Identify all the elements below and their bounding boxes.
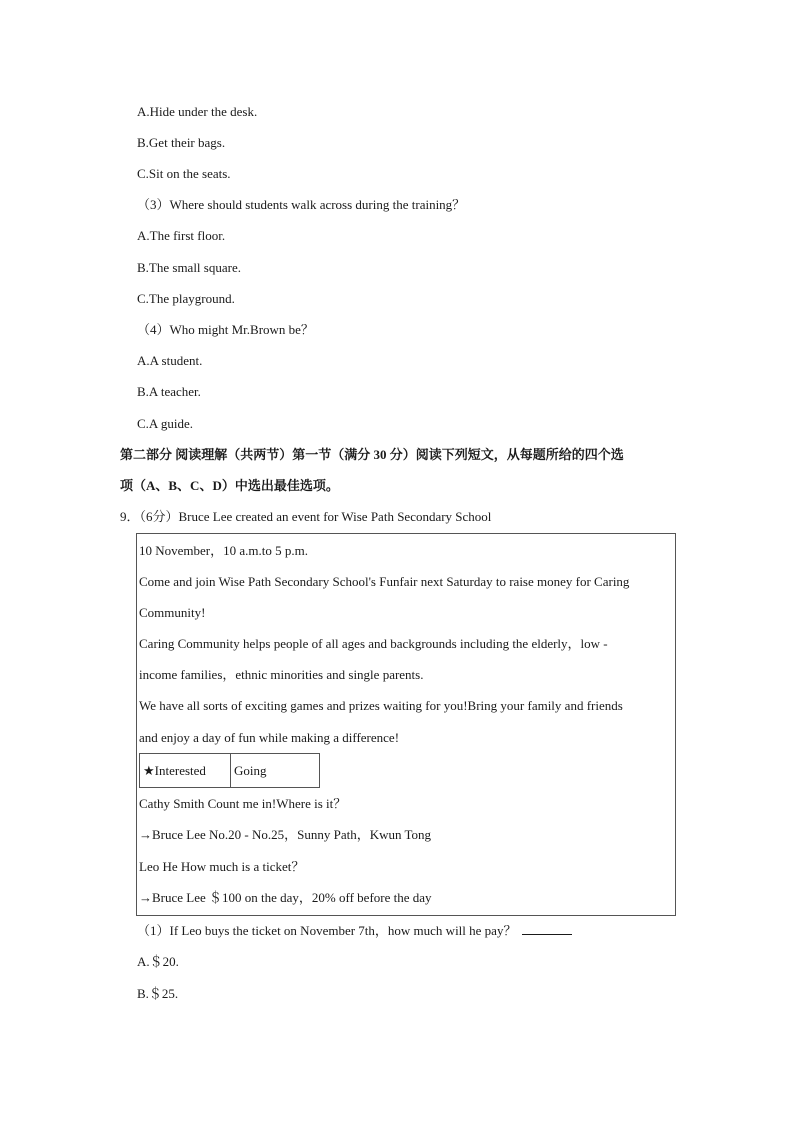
question-4: （4）Who might Mr.Brown be？: [137, 322, 314, 337]
answer-blank: [522, 922, 572, 935]
interested-cell: ★Interested: [140, 754, 231, 788]
event-text-p1-line1: Come and join Wise Path Secondary School's Funfair next Saturday to raise money for Caring: [139, 574, 630, 589]
sub-question-1: [137, 922, 572, 940]
option-c-seats: C.Sit on the seats.: [137, 166, 231, 181]
event-text-p2-line1: Caring Community helps people of all ages and backgrounds including the elderly，low -: [139, 636, 608, 651]
question-3: （3）Where should students walk across during the training？: [137, 197, 466, 212]
q4-option-c: C.A guide.: [137, 416, 193, 431]
reply-bruce-location: →Bruce Lee No.20 - No.25，Sunny Path，Kwun Tong: [139, 827, 432, 842]
option-b-bags: B.Get their bags.: [137, 135, 226, 150]
option-a-hide: A.Hide under the desk.: [137, 104, 258, 119]
q3-option-c: C.The playground.: [137, 291, 235, 306]
q3-option-a: A.The first floor.: [137, 228, 226, 243]
q4-option-b: B.A teacher.: [137, 384, 201, 399]
event-post-box: [136, 533, 676, 916]
event-text-p2-line2: income families，ethnic minorities and single parents.: [139, 667, 424, 682]
sub1-option-b: B.＄25.: [137, 986, 179, 1001]
event-text-p3-line2: and enjoy a day of fun while making a difference!: [139, 730, 400, 745]
comment-leo: Leo He How much is a ticket？: [139, 859, 305, 874]
question-9-header: 9．（6分）Bruce Lee created an event for Wise Path Secondary School: [120, 509, 492, 524]
q3-option-b: B.The small square.: [137, 260, 241, 275]
going-cell: Going: [231, 754, 320, 788]
event-date: 10 November，10 a.m.to 5 p.m.: [139, 543, 308, 558]
reply-bruce-price: →Bruce Lee ＄100 on the day，20% off before the day: [139, 890, 432, 905]
event-text-p1-line2: Community!: [139, 605, 206, 620]
q4-option-a: A.A student.: [137, 353, 203, 368]
event-text-p3-line1: We have all sorts of exciting games and prizes waiting for you!Bring your family and friends: [139, 698, 623, 713]
sub1-option-a: A.＄20.: [137, 954, 179, 969]
section-heading-line1: 第二部分 阅读理解（共两节）第一节（满分 30 分）阅读下列短文，从每题所给的四个选: [120, 447, 624, 462]
section-heading-line2: 项（A、B、C、D）中选出最佳选项。: [120, 478, 339, 493]
comment-cathy: Cathy Smith Count me in!Where is it？: [139, 796, 347, 811]
rsvp-table: [139, 753, 320, 788]
sub-question-1-text: （1）If Leo buys the ticket on November 7th，how much will he pay？: [137, 923, 517, 938]
